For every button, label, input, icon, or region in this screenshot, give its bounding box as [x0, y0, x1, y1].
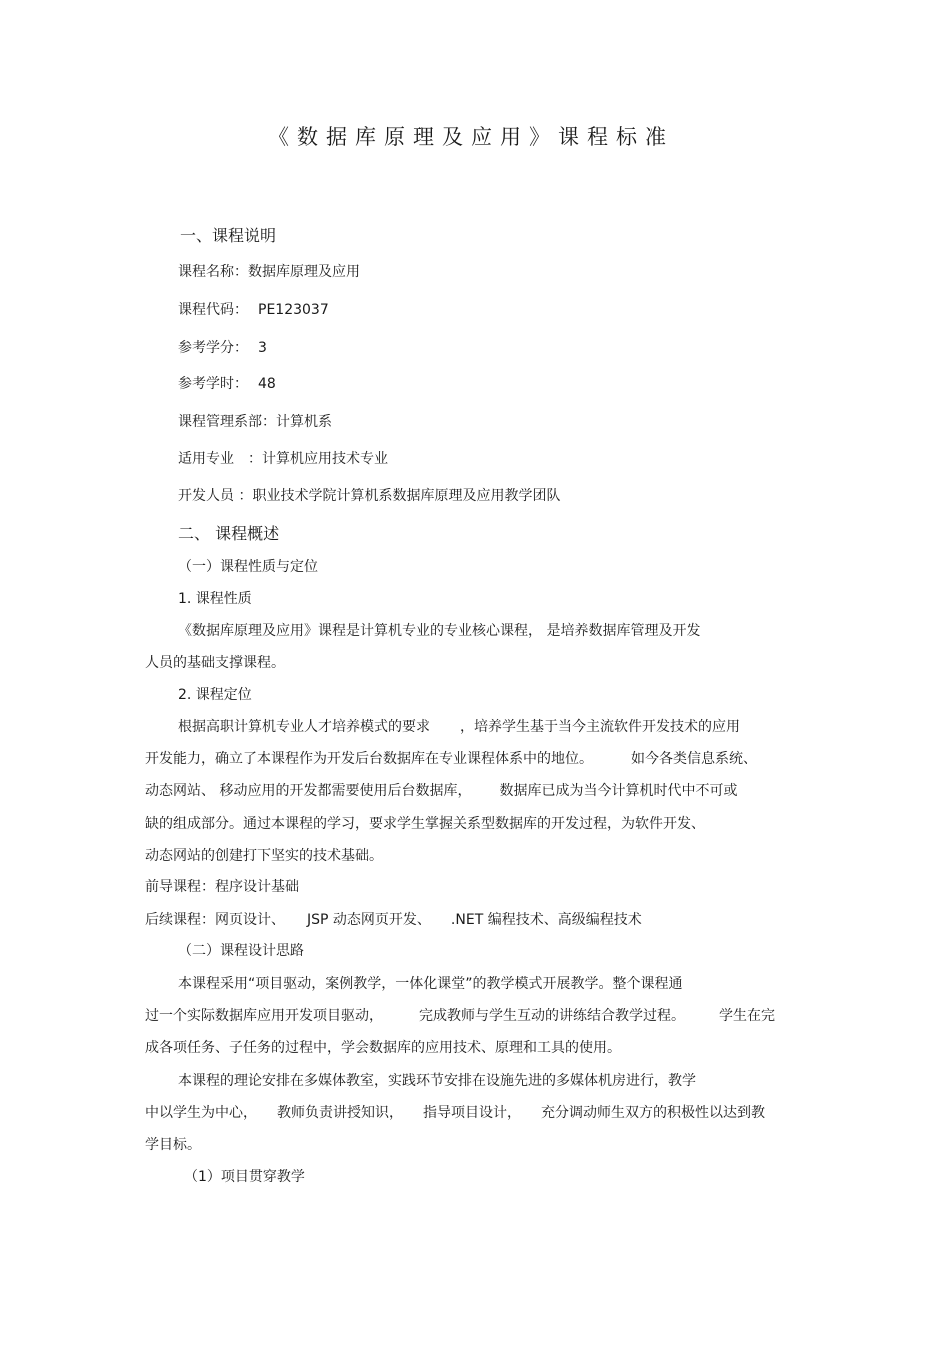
- paragraph-line: 学目标。: [145, 1137, 201, 1153]
- paragraph-line: 动态网站的创建打下坚实的技术基础。: [145, 848, 383, 864]
- major-value: ：计算机应用技术专业: [248, 451, 388, 467]
- paragraph-line: [145, 1007, 775, 1025]
- text-run: 指导项目设计，: [423, 1105, 521, 1121]
- paragraph-line: 缺的组成部分。通过本课程的学习，要求学生掌握关系型数据库的开发过程，为软件开发、: [145, 816, 705, 832]
- paragraph-line: 本课程采用“项目驱动，案例教学，一体化课堂”的教学模式开展教学。整个课程通: [178, 976, 683, 992]
- followup-line: [145, 911, 642, 929]
- paragraph-line: 《数据库原理及应用》课程是计算机专业的专业核心课程， 是培养数据库管理及开发: [178, 623, 701, 639]
- department-line: 课程管理系部：计算机系: [178, 414, 332, 430]
- paragraph-line: 成各项任务、子任务的过程中，学会数据库的应用技术、原理和工具的使用。: [145, 1040, 621, 1056]
- course-code-label: 课程代码：: [178, 302, 248, 318]
- paragraph-line: [145, 750, 757, 768]
- item-1-heading: （1）项目贯穿教学: [184, 1169, 305, 1185]
- text-run: 学生在完: [719, 1008, 775, 1024]
- credits-value: 3: [258, 340, 267, 356]
- text-run: 数据库已成为当今计算机时代中不可或: [499, 783, 738, 799]
- nature-heading: 1. 课程性质: [178, 591, 252, 607]
- text-run: 教师负责讲授知识，: [277, 1105, 403, 1121]
- paragraph-line: 人员的基础支撑课程。: [145, 655, 285, 671]
- text-run: 动态网站、 移动应用的开发都需要使用后台数据库，: [145, 783, 472, 799]
- section-1-heading: 一、课程说明: [180, 226, 277, 245]
- subsection-1-heading: （一）课程性质与定位: [178, 559, 318, 575]
- text-run: 根据高职计算机专业人才培养模式的要求: [178, 719, 430, 735]
- course-name-line: 课程名称：数据库原理及应用: [178, 264, 360, 280]
- text-run: 中以学生为中心，: [145, 1105, 257, 1121]
- course-code-line: [178, 301, 329, 319]
- text-run: 充分调动师生双方的积极性以达到教: [541, 1105, 765, 1121]
- major-label: 适用专业: [178, 451, 234, 467]
- text-run: 开发能力，确立了本课程作为开发后台数据库在专业课程体系中的地位。: [145, 751, 593, 767]
- hours-label: 参考学时：: [178, 376, 248, 392]
- credits-line: [178, 339, 267, 357]
- developer-line: 开发人员 ：职业技术学院计算机系数据库原理及应用教学团队: [178, 488, 561, 504]
- hours-value: 48: [258, 376, 276, 392]
- paragraph-line: [178, 718, 740, 736]
- text-run: 如今各类信息系统、: [631, 751, 757, 767]
- text-run: ，培养学生基于当今主流软件开发技术的应用: [460, 719, 740, 735]
- paragraph-line: [145, 1104, 765, 1122]
- subsection-2-heading: （二）课程设计思路: [178, 943, 304, 959]
- text-run: 后续课程：网页设计、: [145, 912, 285, 928]
- prerequisite-line: 前导课程：程序设计基础: [145, 879, 299, 895]
- position-heading: 2. 课程定位: [178, 687, 252, 703]
- text-run: JSP 动态网页开发、: [307, 912, 431, 928]
- credits-label: 参考学分：: [178, 340, 248, 356]
- section-2-heading: 二、 课程概述: [178, 524, 280, 543]
- page-title: 《数据库原理及应用》课程标准: [268, 125, 674, 149]
- hours-line: [178, 375, 276, 393]
- text-run: .NET 编程技术、高级编程技术: [450, 912, 642, 928]
- course-code-value: PE123037: [258, 302, 329, 318]
- paragraph-line: 本课程的理论安排在多媒体教室，实践环节安排在设施先进的多媒体机房进行，教学: [178, 1073, 696, 1089]
- text-run: 过一个实际数据库应用开发项目驱动，: [145, 1008, 383, 1024]
- major-line: [178, 450, 388, 468]
- paragraph-line: [145, 782, 737, 800]
- text-run: 完成教师与学生互动的讲练结合教学过程。: [419, 1008, 685, 1024]
